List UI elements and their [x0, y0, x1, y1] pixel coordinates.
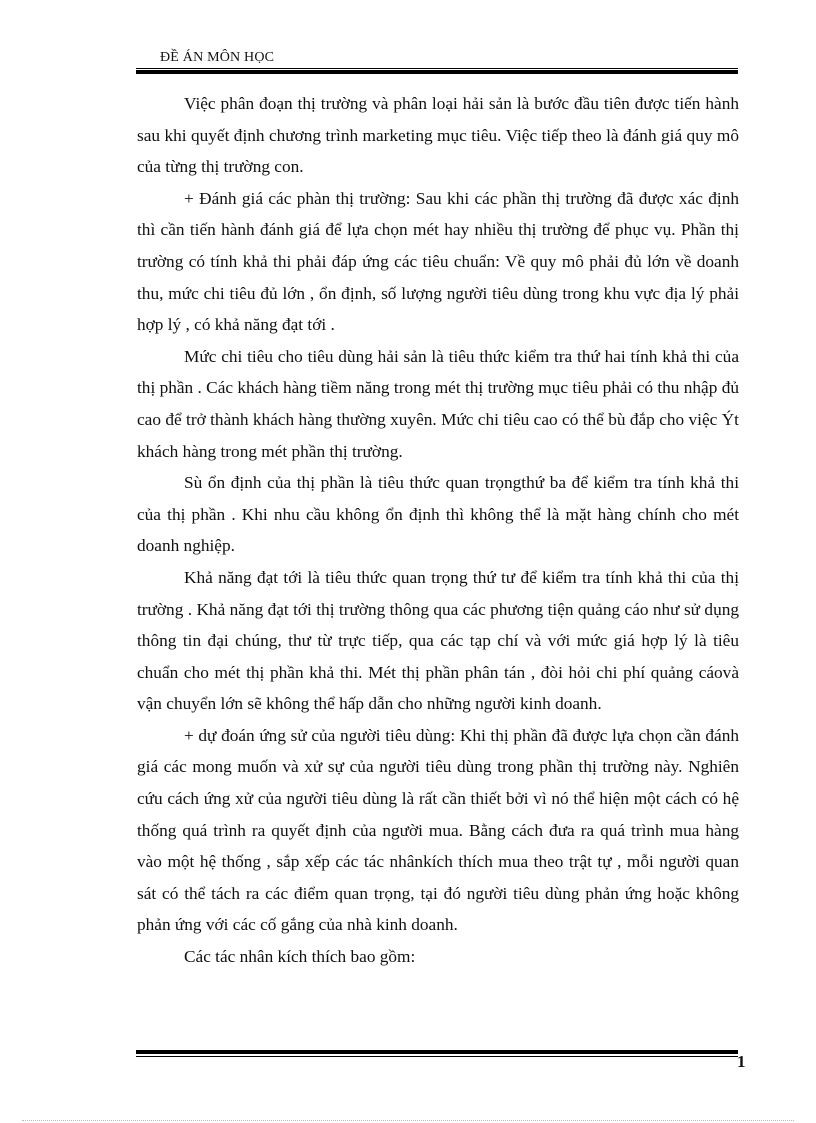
header-rule-thin	[136, 68, 738, 69]
page-number: 1	[737, 1052, 746, 1071]
paragraph-7: Các tác nhân kích thích bao gồm:	[184, 947, 416, 967]
paragraph-2: + Đánh giá các phàn thị trường: Sau khi các phần thị trường đã được xác định thì cần tiến hành đánh giá để lựa chọn mét hay nhiều thị trường để phục vụ. Phần thị trường có tính khả thi phải đáp ứng các tiêu chuẩn: Về quy mô phải đủ lớn về doanh thu, mức chi tiêu đủ lớn , ổn định, số lượng người tiêu dùng trong khu vực địa lý phải hợp lý , có khả năng đạt tới .	[137, 188, 739, 335]
footer-rule-thin	[136, 1056, 738, 1057]
header-title: ĐỀ ÁN MÔN HỌC	[160, 50, 275, 65]
paragraph-5: Khả năng đạt tới là tiêu thức quan trọng thứ tư để kiểm tra tính khả thi của thị trường . Khả năng đạt tới thị trường thông qua các phương tiện quảng cáo như sử dụng thông tin đại chúng, thư từ trực tiếp, qua các tạp chí và với mức giá hợp lý là tiêu chuẩn cho mét thị phần khả thi. Mét thị phần phân tán , đòi hỏi chi phí quảng cáovà vận chuyển lớn sẽ không thể hấp dẫn cho những người kinh doanh.	[137, 567, 739, 714]
paragraph-4: Sù ổn định của thị phần là tiêu thức quan trọngthứ ba để kiểm tra tính khả thi của thị phần . Khi nhu cầu không ổn định thì không thể là mặt hàng chính cho mét doanh nghiệp.	[137, 473, 739, 556]
paragraph-3: Mức chi tiêu cho tiêu dùng hải sản là tiêu thức kiểm tra thứ hai tính khả thi của thị phần . Các khách hàng tiềm năng trong mét thị trường mục tiêu phải có thu nhập đủ cao để trở thành khách hàng thường xuyên. Mức chi tiêu cao có thể bù đắp cho việc Ýt khách hàng trong mét phần thị trường.	[137, 346, 739, 461]
paragraph-1: Việc phân đoạn thị trường và phân loại hải sản là bước đầu tiên được tiến hành sau khi quyết định chương trình marketing mục tiêu. Việc tiếp theo là đánh giá quy mô của từng thị trường con.	[137, 94, 739, 177]
header-rule-thick	[136, 70, 738, 74]
paragraph-6: + dự đoán ứng sử của người tiêu dùng: Khi thị phần đã được lựa chọn cần đánh giá các mong muốn và xử sự của người tiêu dùng trong phần thị trường này. Nghiên cứu cách ứng xử của người tiêu dùng là rất cần thiết bởi vì nó thể hiện một cách có hệ thống quá trình ra quyết định của người mua. Bằng cách đưa ra quá trình mua hàng vào một hệ thống , sắp xếp các tác nhânkích thích mua theo trật tự , mỗi người quan sát có thể tách ra các điểm quan trọng, tại đó người tiêu dùng phản ứng hoặc không phản ứng với các cố gắng của nhà kinh doanh.	[137, 725, 739, 935]
body-text	[137, 88, 739, 973]
page-edge-dotted-line	[22, 1120, 794, 1121]
footer-rule-thick	[136, 1050, 738, 1054]
